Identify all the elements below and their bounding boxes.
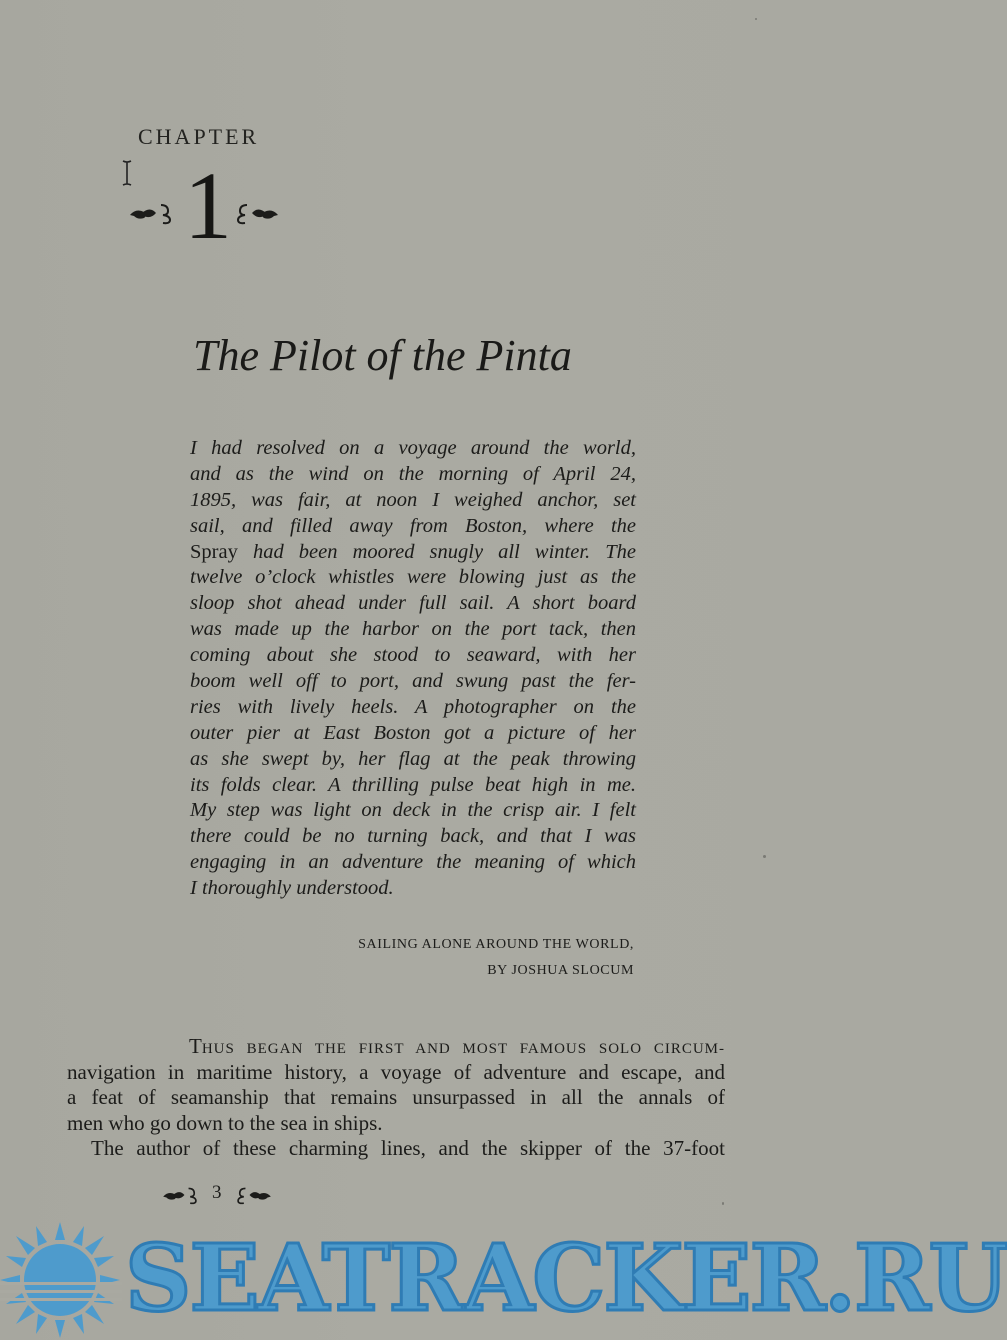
- watermark-text: SEATRACKER.RU: [125, 1224, 1007, 1332]
- page-number-block: [160, 1182, 300, 1206]
- fleuron-left-icon: [128, 202, 178, 224]
- epigraph-line: as she swept by, her flag at the peak throwing: [190, 747, 636, 770]
- body-text: [67, 1034, 725, 1162]
- epigraph-line: and as the wind on the morning of April 24,: [190, 462, 636, 485]
- epigraph: [190, 436, 636, 902]
- body-line: a feat of seamanship that remains unsurpassed in all the annals of: [67, 1085, 725, 1109]
- epigraph-line-rest: had been moored snugly all winter. The: [252, 540, 637, 563]
- paper-speck: [755, 18, 757, 20]
- attribution-book: SAILING ALONE AROUND THE WORLD,: [358, 937, 634, 952]
- epigraph-line: ries with lively heels. A photographer on the: [190, 695, 636, 718]
- chapter-title: The Pilot of the Pinta: [193, 331, 572, 380]
- epigraph-line: [190, 540, 636, 566]
- ship-name: Spray: [190, 540, 238, 563]
- body-line: men who go down to the sea in ships.: [67, 1110, 383, 1135]
- epigraph-line: was made up the harbor on the port tack, then: [190, 618, 636, 641]
- epigraph-line: engaging in an adventure the meaning of which: [190, 851, 636, 874]
- epigraph-line: 1895, was fair, at noon I weighed anchor, set: [190, 488, 636, 511]
- paper-speck: [722, 1202, 724, 1205]
- epigraph-line: outer pier at East Boston got a picture of her: [190, 721, 636, 744]
- page-number: 3: [212, 1182, 222, 1203]
- paper-speck: [763, 855, 766, 858]
- epigraph-line: sail, and filled away from Boston, where the: [190, 514, 636, 537]
- body-line-opening: [67, 1034, 725, 1060]
- epigraph-line: I thoroughly understood.: [190, 877, 394, 900]
- chapter-label: CHAPTER: [138, 124, 260, 149]
- drop-letter: T: [189, 1034, 202, 1058]
- fleuron-right-icon: [230, 1186, 274, 1204]
- fleuron-left-icon: [160, 1186, 204, 1204]
- small-caps-opening: HUS BEGAN THE FIRST AND MOST FAMOUS SOLO CIRCUM-: [201, 1041, 725, 1057]
- epigraph-line: My step was light on deck in the crisp air. I felt: [190, 799, 636, 822]
- chapter-number-block: [128, 152, 288, 260]
- epigraph-line: coming about she stood to seaward, with her: [190, 644, 636, 667]
- epigraph-line: boom well off to port, and swung past the fer-: [190, 670, 636, 693]
- epigraph-attribution: [290, 932, 634, 984]
- body-line: The author of these charming lines, and the skipper of the 37-foot: [91, 1136, 725, 1160]
- body-line: navigation in maritime history, a voyage of adventure and escape, and: [67, 1059, 725, 1084]
- epigraph-line: there could be no turning back, and that I was: [190, 825, 636, 848]
- epigraph-line: twelve o’clock whistles were blowing just as the: [190, 566, 636, 589]
- chapter-number: 1: [184, 152, 232, 259]
- epigraph-line: I had resolved on a voyage around the world,: [190, 437, 636, 459]
- fleuron-right-icon: [230, 202, 280, 224]
- attribution-author: BY JOSHUA SLOCUM: [487, 963, 634, 978]
- epigraph-line: its folds clear. A thrilling pulse beat high in me.: [190, 773, 636, 796]
- epigraph-line: sloop shot ahead under full sail. A short board: [190, 592, 636, 615]
